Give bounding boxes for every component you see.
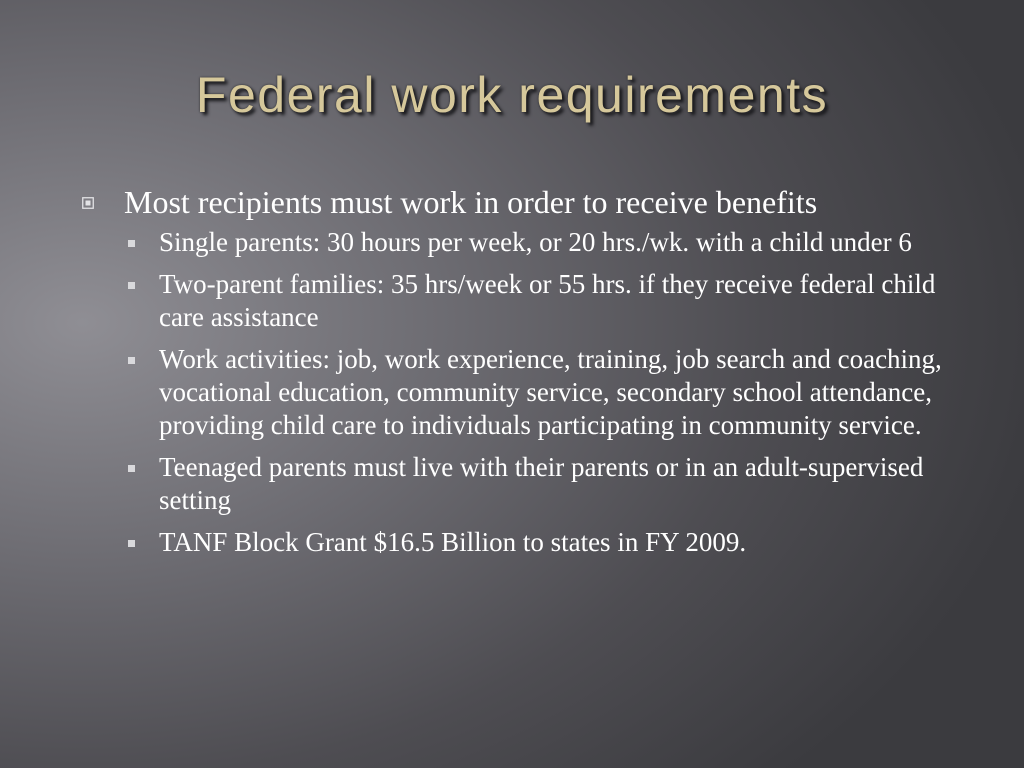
main-bullet-text: Most recipients must work in order to receive benefits <box>124 184 818 220</box>
small-square-bullet-icon <box>128 240 135 247</box>
small-square-bullet-icon <box>128 282 135 289</box>
sub-bullet-item <box>124 343 978 442</box>
sub-bullet-item <box>124 451 978 517</box>
small-square-bullet-icon <box>128 465 135 472</box>
slide-title: Federal work requirements <box>195 67 829 123</box>
small-square-bullet-icon <box>128 540 135 547</box>
slide-body <box>78 184 978 568</box>
sub-bullet-item <box>124 226 978 259</box>
sub-bullet-text: Single parents: 30 hours per week, or 20 hrs./wk. with a child under 6 <box>159 227 912 257</box>
sub-bullet-text: Teenaged parents must live with their parents or in an adult-supervised setting <box>159 452 924 515</box>
sub-bullet-text: Work activities: job, work experience, training, job search and coaching, vocational education, community service, secondary school attendance, providing child care to individuals participating in community service. <box>159 344 942 440</box>
main-bullet-point <box>78 184 978 221</box>
sub-bullet-item <box>124 526 978 559</box>
sub-bullet-text: Two-parent families: 35 hrs/week or 55 hrs. if they receive federal child care assistance <box>159 269 936 332</box>
sub-bullet-item <box>124 268 978 334</box>
boxed-square-bullet-icon <box>82 197 94 209</box>
small-square-bullet-icon <box>128 357 135 364</box>
sub-bullet-list <box>78 226 978 559</box>
sub-bullet-text: TANF Block Grant $16.5 Billion to states in FY 2009. <box>159 527 747 557</box>
